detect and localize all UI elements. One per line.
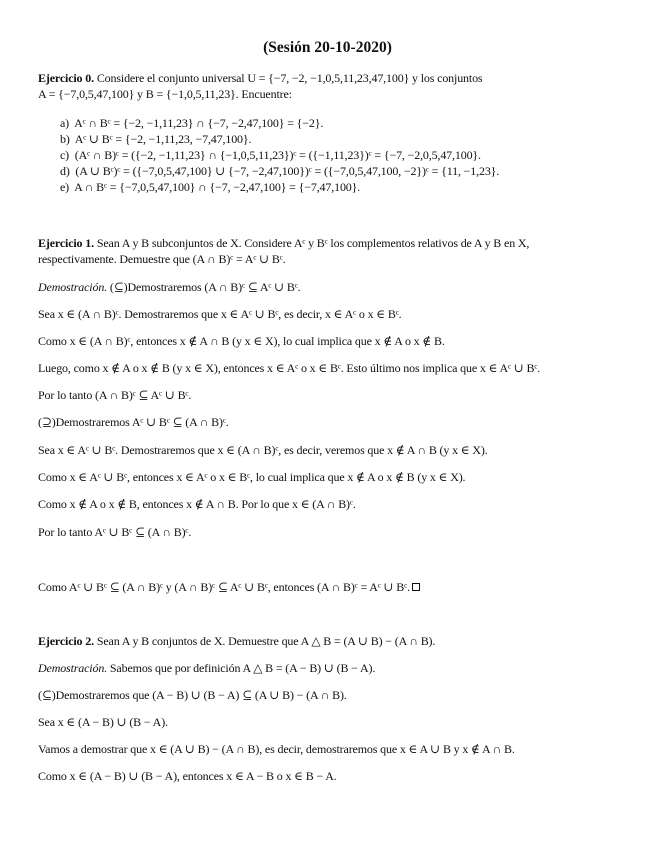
- item-marker: b): [60, 132, 70, 146]
- ej0-intro-line2: A = {−7,0,5,47,100} y B = {−1,0,5,11,23}. Encuentre:: [38, 87, 292, 101]
- ej0-item-b: [60, 132, 251, 147]
- ej2-statement: Sean A y B conjuntos de X. Demuestre que A △ B = (A ∪ B) − (A ∩ B).: [96, 634, 436, 648]
- ej2-p3: Vamos a demostrar que x ∈ (A ∪ B) − (A ∩ B), es decir, demostraremos que x ∈ A ∪ B y x ∉ A ∩ B.: [38, 742, 515, 756]
- item-marker: d): [60, 164, 70, 178]
- ej1-line2: respectivamente. Demuestre que (A ∩ B)ᶜ = Aᶜ ∪ Bᶜ.: [38, 252, 286, 266]
- item-marker: a): [60, 116, 70, 130]
- ej0-item-e: [60, 180, 360, 195]
- ej1-p2: Como x ∈ (A ∩ B)ᶜ, entonces x ∉ A ∩ B (y x ∈ X), lo cual implica que x ∉ A o x ∉ B.: [38, 334, 445, 348]
- ej2-p4: Como x ∈ (A − B) ∪ (B − A), entonces x ∈ A − B o x ∈ B − A.: [38, 769, 337, 783]
- ej1-p3: Luego, como x ∉ A o x ∉ B (y x ∈ X), entonces x ∈ Aᶜ o x ∈ Bᶜ. Esto último nos implica que x ∈ Aᶜ ∪ Bᶜ.: [38, 361, 541, 375]
- ej1-p4: Por lo tanto (A ∩ B)ᶜ ⊆ Aᶜ ∪ Bᶜ.: [38, 388, 192, 402]
- item-marker: e): [60, 180, 70, 194]
- page-title: (Sesión 20-10-2020): [263, 39, 392, 56]
- ej1-p1: Sea x ∈ (A ∩ B)ᶜ. Demostraremos que x ∈ Aᶜ ∪ Bᶜ, es decir, x ∈ Aᶜ o x ∈ Bᶜ.: [38, 307, 402, 321]
- item-text: Aᶜ ∩ Bᶜ = {−2, −1,11,23} ∩ {−7, −2,47,100} = {−2}.: [74, 116, 324, 130]
- ej0-item-d: [60, 164, 499, 179]
- ej0-heading: Ejercicio 0.: [38, 71, 94, 85]
- ej2-p1: (⊆)Demostraremos que (A − B) ∪ (B − A) ⊆ (A ∪ B) − (A ∩ B).: [38, 688, 347, 702]
- qed-square-icon: [412, 583, 420, 591]
- ej0-intro-line1: [38, 71, 482, 86]
- ej2-demo-line: [38, 661, 375, 676]
- demo-text: Sabemos que por definición A △ B = (A − B) ∪ (B − A).: [109, 661, 376, 675]
- item-text: A ∩ Bᶜ = {−7,0,5,47,100} ∩ {−7, −2,47,100} = {−7,47,100}.: [74, 180, 361, 194]
- ej1-p6: Sea x ∈ Aᶜ ∪ Bᶜ. Demostraremos que x ∈ (A ∩ B)ᶜ, es decir, veremos que x ∉ A ∩ B (y x ∈ X).: [38, 443, 488, 457]
- demo-text: (⊆)Demostraremos (A ∩ B)ᶜ ⊆ Aᶜ ∪ Bᶜ.: [109, 280, 301, 294]
- ej1-heading: Ejercicio 1.: [38, 236, 94, 250]
- ej0-intro-text1: Considere el conjunto universal U = {−7, −2, −1,0,5,11,23,47,100} y los conjuntos: [96, 71, 483, 85]
- ej1-p8: Como x ∉ A o x ∉ B, entonces x ∉ A ∩ B. Por lo que x ∈ (A ∩ B)ᶜ.: [38, 497, 356, 511]
- ej1-p5: (⊇)Demostraremos Aᶜ ∪ Bᶜ ⊆ (A ∩ B)ᶜ.: [38, 415, 229, 429]
- ej1-p9: Por lo tanto Aᶜ ∪ Bᶜ ⊆ (A ∩ B)ᶜ.: [38, 525, 192, 539]
- ej1-statement1: Sean A y B subconjuntos de X. Considere Aᶜ y Bᶜ los complementos relativos de A y B en X,: [96, 236, 530, 250]
- ej2-p2: Sea x ∈ (A − B) ∪ (B − A).: [38, 715, 168, 729]
- ej2-line1: [38, 634, 435, 649]
- item-marker: c): [60, 148, 70, 162]
- item-text: (A ∪ Bᶜ)ᶜ = ({−7,0,5,47,100} ∪ {−7, −2,47,100})ᶜ = ({−7,0,5,47,100, −2})ᶜ = {11, −1,23}.: [75, 164, 500, 178]
- item-text: Aᶜ ∪ Bᶜ = {−2, −1,11,23, −7,47,100}.: [74, 132, 252, 146]
- ej1-conclusion: [38, 580, 420, 595]
- ej1-line1: [38, 236, 529, 251]
- ej0-item-c: [60, 148, 481, 163]
- ej1-p7: Como x ∈ Aᶜ ∪ Bᶜ, entonces x ∈ Aᶜ o x ∈ Bᶜ, lo cual implica que x ∉ A o x ∉ B (y x ∈ X).: [38, 470, 466, 484]
- ej2-heading: Ejercicio 2.: [38, 634, 94, 648]
- demo-label: Demostración.: [38, 661, 108, 675]
- ej1-demo-line: [38, 280, 301, 295]
- demo-label: Demostración.: [38, 280, 108, 294]
- ej0-item-a: [60, 116, 323, 131]
- conclusion-text: Como Aᶜ ∪ Bᶜ ⊆ (A ∩ B)ᶜ y (A ∩ B)ᶜ ⊆ Aᶜ ∪ Bᶜ, entonces (A ∩ B)ᶜ = Aᶜ ∪ Bᶜ.: [38, 580, 410, 594]
- item-text: (Aᶜ ∩ B)ᶜ = ({−2, −1,11,23} ∩ {−1,0,5,11,23})ᶜ = ({−1,11,23})ᶜ = {−7, −2,0,5,47,100}.: [74, 148, 481, 162]
